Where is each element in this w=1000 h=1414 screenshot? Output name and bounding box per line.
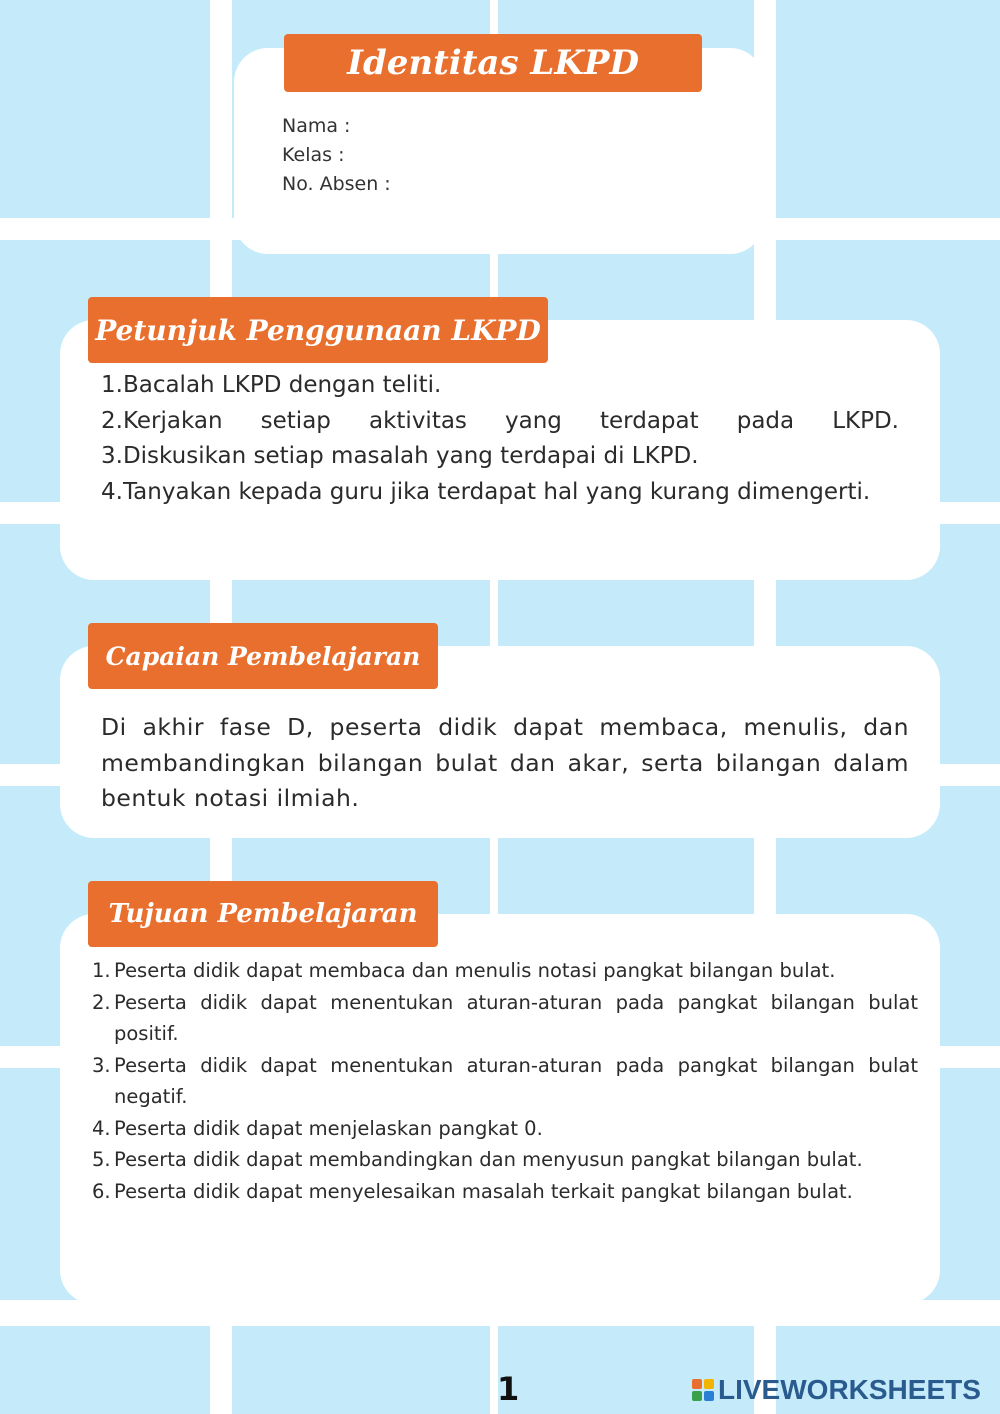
tujuan-item-number: 4. [92,1116,111,1140]
tujuan-item [92,1050,918,1113]
brand-name: LIVEWORKSHEETS [718,1374,981,1405]
background-tile [0,0,210,218]
background-tile [0,1326,210,1414]
tujuan-item-text: Peserta didik dapat menjelaskan pangkat 0. [114,1116,543,1140]
petunjuk-item: 4.Tanyakan kepada guru jika terdapat hal yang kurang dimengerti. [101,478,871,505]
tujuan-item-number: 2. [92,990,111,1014]
petunjuk-item: 3.Diskusikan setiap masalah yang terdapai di LKPD. [101,443,699,469]
field-kelas: Kelas : [282,144,345,166]
petunjuk-item: 1.Bacalah LKPD dengan teliti. [101,372,442,398]
background-tile [232,1326,490,1414]
tujuan-item-text: Peserta didik dapat menentukan aturan-aturan pada pangkat bilangan bulat positif. [114,990,918,1045]
tujuan-item-number: 5. [92,1148,111,1171]
tujuan-title: Tujuan Pembelajaran [88,881,438,947]
identity-title: Identitas LKPD [284,34,702,92]
tujuan-item-number: 1. [92,959,111,982]
liveworksheets-icon [692,1379,714,1401]
tujuan-item [92,1144,918,1176]
tujuan-item-text: Peserta didik dapat membandingkan dan menyusun pangkat bilangan bulat. [114,1148,863,1171]
tujuan-item-number: 6. [92,1179,111,1203]
tujuan-item [92,1113,918,1145]
background-tile [776,0,1000,218]
identity-fields [282,112,391,199]
tujuan-item [92,1176,918,1208]
petunjuk-list [101,368,899,510]
liveworksheets-logo[interactable] [692,1374,981,1406]
petunjuk-item: 2.Kerjakan setiap aktivitas yang terdapat pada LKPD. [101,407,899,434]
field-absen: No. Absen : [282,173,391,195]
field-nama: Nama : [282,115,351,137]
tujuan-item [92,955,918,987]
page-number: 1 [497,1370,520,1408]
tujuan-item-text: Peserta didik dapat menentukan aturan-aturan pada pangkat bilangan bulat negatif. [114,1053,918,1108]
capaian-text: Di akhir fase D, peserta didik dapat membaca, menulis, dan membandingkan bilangan bulat dan akar, serta bilangan dalam bentuk notasi ilmiah. [101,713,909,812]
tujuan-item [92,987,918,1050]
tujuan-list [92,955,918,1207]
tujuan-item-text: Peserta didik dapat membaca dan menulis notasi pangkat bilangan bulat. [114,959,836,982]
capaian-title: Capaian Pembelajaran [88,623,438,689]
petunjuk-title: Petunjuk Penggunaan LKPD [88,297,548,363]
tujuan-item-number: 3. [92,1053,111,1077]
tujuan-item-text: Peserta didik dapat menyelesaikan masalah terkait pangkat bilangan bulat. [114,1179,853,1203]
